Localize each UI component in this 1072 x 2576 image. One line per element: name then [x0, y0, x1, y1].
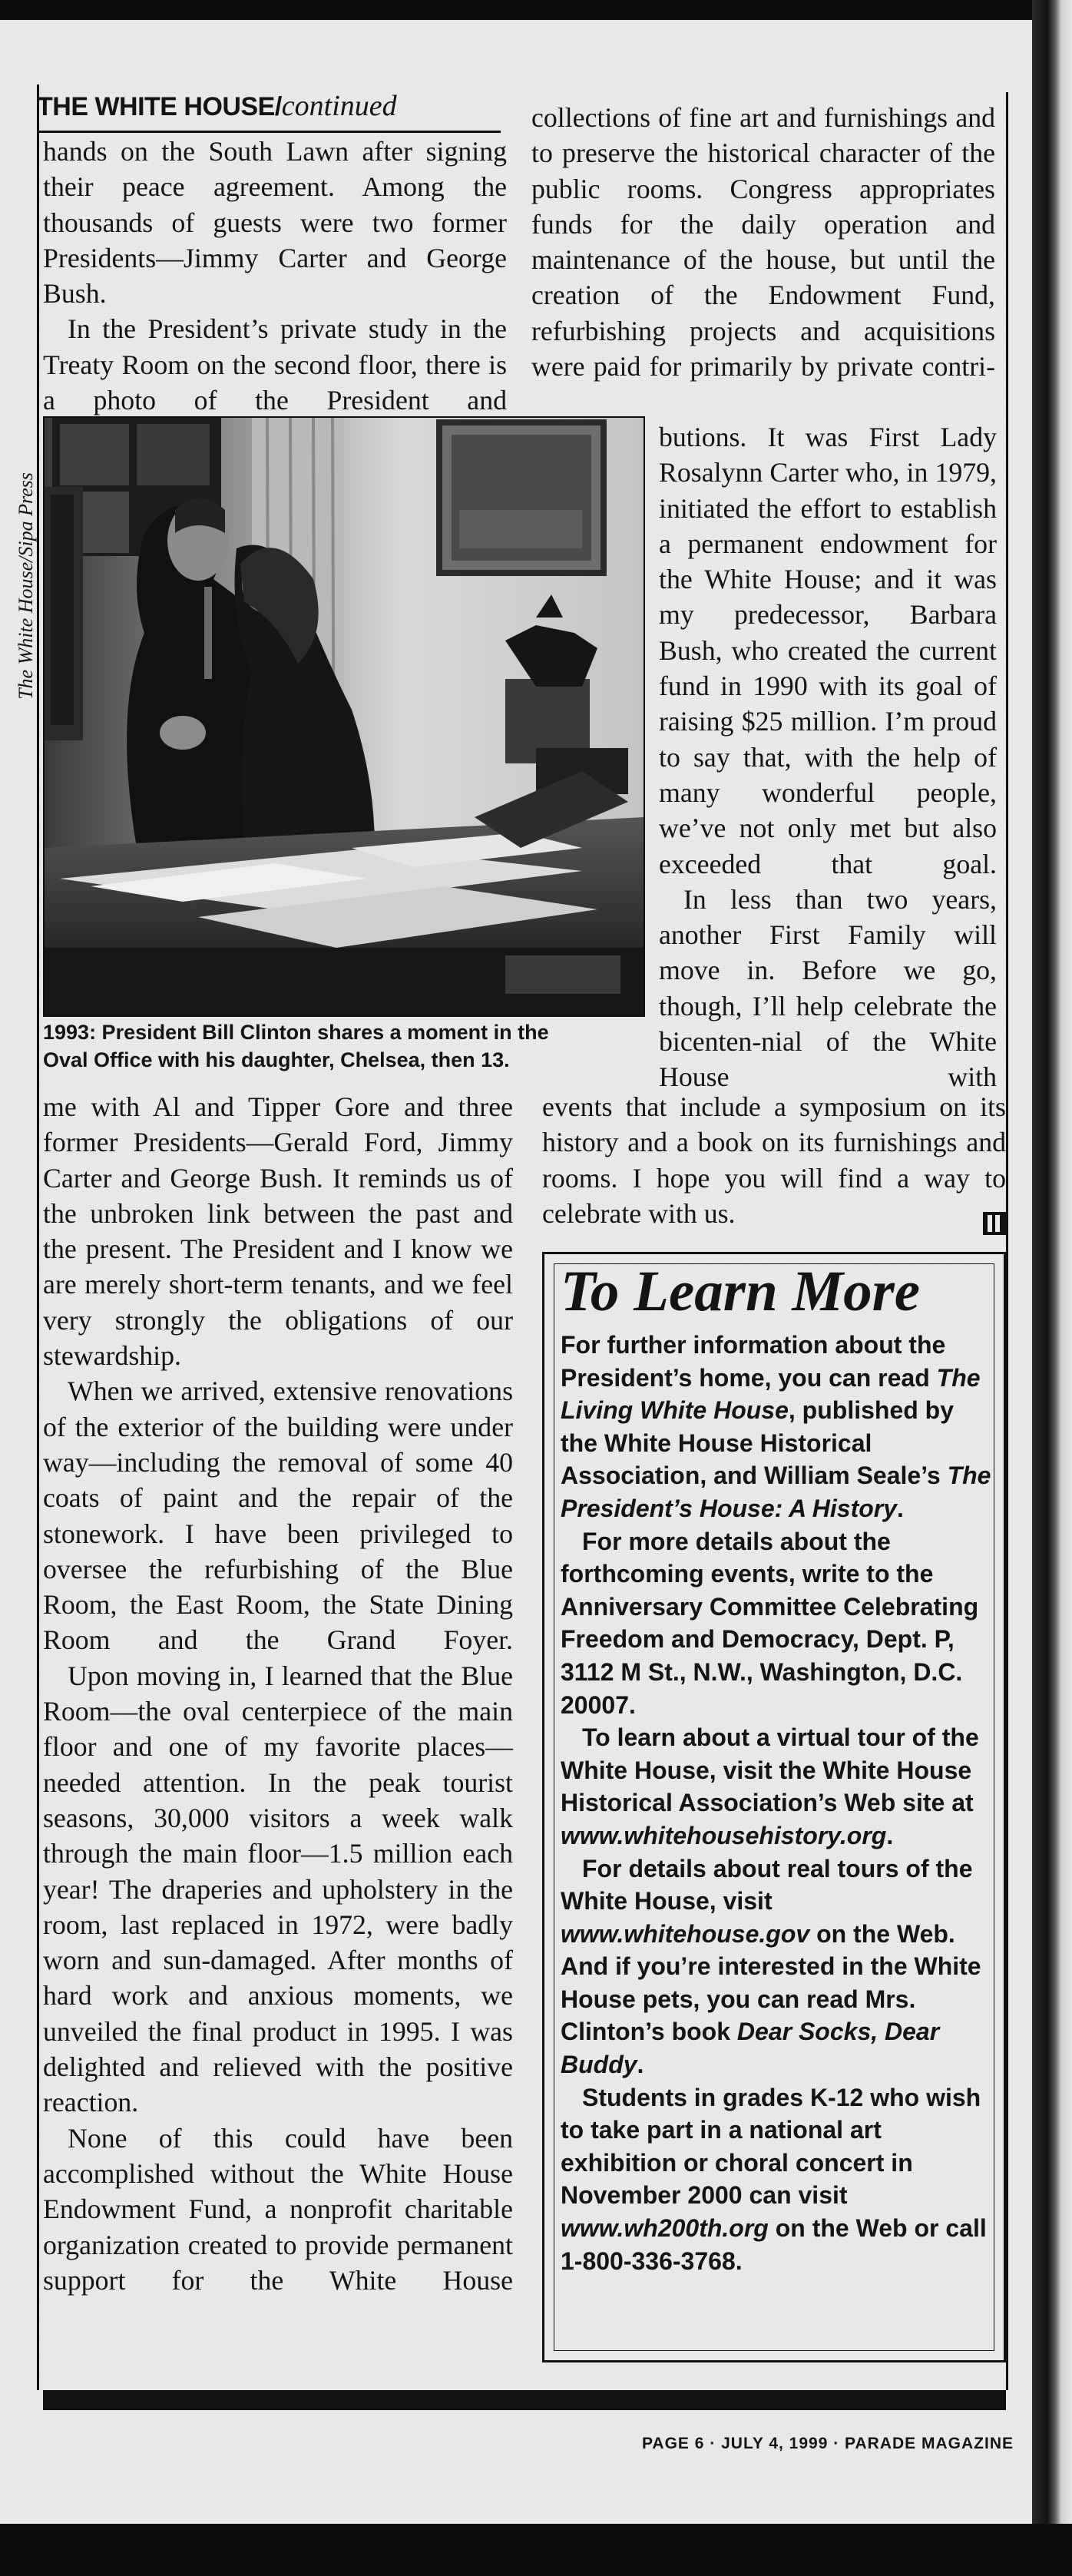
- section-title: THE WHITE HOUSE/: [37, 92, 282, 121]
- paragraph: collections of fine art and furnishings and to preserve the historical character of the public rooms. Congress appropriates funds for the daily operation and maintenance of the house, but until the creation of the Endowment Fund, refurbishing projects and acquisitions were paid for primarily by private contri-: [531, 102, 995, 382]
- paragraph: Upon moving in, I learned that the Blue Room—the oval centerpiece of the main floor and one of my favorite places—needed attention. In the peak tourist seasons, 30,000 visitors a week walk through the main floor—1.5 million each year! The draperies and upholstery in the room, last replaced in 1972, were badly worn and sun-damaged. After months of hard work and anxious moments, we unveiled the final product in 1995. I was delighted and relieved with the positive reaction.: [43, 1660, 513, 2118]
- column-2-top: [531, 100, 995, 384]
- photo-credit-text: The White House/Sipa Press: [15, 472, 37, 700]
- paragraph: events that include a symposium on its history and a book on its furnishings and rooms. I hope you will find a way to celebrate with us.: [542, 1091, 1006, 1229]
- book-title: Dear Socks, Dear Buddy: [561, 2018, 940, 2079]
- web-address: www.wh200th.org: [561, 2214, 769, 2243]
- page-folio: PAGE 6 · JULY 4, 1999 · PARADE MAGAZINE: [641, 2435, 1014, 2452]
- scan-edge-bottom: [0, 2524, 1072, 2576]
- running-header: [37, 89, 501, 133]
- learn-more-para-2: For more details about the forthcoming events, write to the Anniversary Committee Celebrating Freedom and Democracy, Dept. P, 3112 M St., N.W., Washington, D.C. 20007.: [561, 1527, 979, 1719]
- photo-clinton-oval-office: [43, 416, 645, 1017]
- paragraph: butions. It was First Lady Rosalynn Carter who, in 1979, initiated the effort to establish a permanent endowment for the White House; and it was my predecessor, Barbara Bush, who created the current fund in 1990 with its goal of raising $25 million. I’m proud to say that, with the help of many wonderful people, we’ve not only met but also exceeded that goal.: [659, 422, 997, 879]
- photo-caption: [43, 1018, 647, 1074]
- frame-right-rule: [1006, 92, 1008, 2390]
- column-2-bottom: [542, 1089, 1006, 1231]
- scan-edge-right: [1032, 0, 1072, 2576]
- continued-label: continued: [281, 90, 397, 122]
- caption-line-1: 1993: President Bill Clinton shares a moment in the: [43, 1021, 549, 1044]
- learn-more-para-1: For further information about the President’s home, you can read The Living White House, published by the White House Historical Association, and William Seale’s The President’s House: A History.: [561, 1331, 991, 1522]
- learn-more-para-5: Students in grades K-12 who wish to take part in a national art exhibition or choral concert in November 2000 can visit www.wh200th.org on the Web or call 1-800-336-3768.: [561, 2083, 987, 2275]
- bottom-rule: [43, 2390, 1006, 2410]
- paragraph: When we arrived, extensive renovations of the exterior of the building were under way—including the removal of some 40 coats of paint and the repair of the stonework. I have been privileged to oversee the refurbishing of the Blue Room, the East Room, the State Dining Room and the Grand Foyer.: [43, 1376, 513, 1656]
- book-title: The Living White House: [561, 1363, 981, 1425]
- column-2-narrow: [659, 419, 997, 1095]
- learn-more-title: To Learn More: [561, 1260, 921, 1323]
- end-of-story-mark: [983, 1212, 1006, 1235]
- learn-more-para-3: To learn about a virtual tour of the White House, visit the White House Historical Association’s Web site at www.whitehousehistory.org.: [561, 1723, 979, 1849]
- web-address: www.whitehouse.gov: [561, 1919, 810, 1948]
- paragraph: In less than two years, another First Family will move in. Before we go, though, I’ll help celebrate the bicenten-nial of the White House with: [659, 883, 997, 1093]
- book-title: The President’s House: A History: [561, 1462, 991, 1522]
- paragraph: hands on the South Lawn after signing their peace agreement. Among the thousands of guests were two former Presidents—Jimmy Carter and George Bush.: [43, 136, 507, 310]
- learn-more-para-4: For details about real tours of the White House, visit www.whitehouse.gov on the Web. And if you’re interested in the White House pets, you can read Mrs. Clinton’s book Dear Socks, Dear Buddy.: [561, 1854, 981, 2079]
- photo-credit: [14, 421, 38, 751]
- paragraph: In the President’s private study in the Treaty Room on the second floor, there is a photo of the President and: [43, 313, 507, 416]
- caption-line-2: Oval Office with his daughter, Chelsea, then 13.: [43, 1048, 510, 1071]
- paragraph: me with Al and Tipper Gore and three former Presidents—Gerald Ford, Jimmy Carter and George Bush. It reminds us of the unbroken link between the past and the present. The President and I know we are merely short-term tenants, and we feel very strongly the obligations of our stewardship.: [43, 1091, 513, 1372]
- paragraph: None of this could have been accomplished without the White House Endowment Fund, a nonprofit charitable organization created to provide permanent support for the White House: [43, 2122, 513, 2296]
- column-1-top: [43, 134, 507, 418]
- column-1-bottom: [43, 1089, 513, 2298]
- learn-more-body: [561, 1329, 997, 2277]
- web-address: www.whitehousehistory.org: [561, 1821, 887, 1849]
